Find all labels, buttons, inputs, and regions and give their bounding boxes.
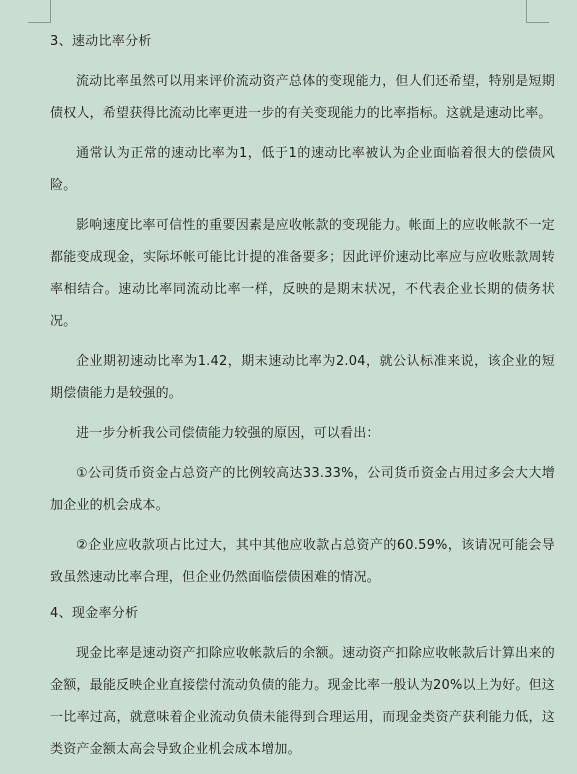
paragraph: 现金比率是速动资产扣除应收帐款后的余额。速动资产扣除应收帐款后计算出来的金额，最能反映企业直接偿付流动负债的能力。现金比率一般认为20%以上为好。但这一比率过高，就意味着企业流动负债未能得到合理运用，而现金类资产获利能力低，这类资产金额太高会导致企业机会成本增加。 xyxy=(50,646,555,757)
margin-corner-mark xyxy=(28,0,51,23)
paragraph: 通常认为正常的速动比率为1，低于1的速动比率被认为企业面临着很大的偿债风险。 xyxy=(50,146,555,193)
paragraph: ①公司货币资金占总资产的比例较高达33.33%，公司货币资金占用过多会大大增加企业的机会成本。 xyxy=(50,466,555,513)
document-body xyxy=(50,32,555,774)
paragraph: 影响速度比率可信性的重要因素是应收帐款的变现能力。帐面上的应收帐款不一定都能变成现金，实际坏帐可能比计提的准备要多；因此评价速动比率应与应收账款周转率相结合。速动比率同流动比率一样，反映的是期末状况，不代表企业长期的债务状况。 xyxy=(50,218,555,329)
margin-corner-mark xyxy=(526,0,549,23)
paragraph: 进一步分析我公司偿债能力较强的原因，可以看出： xyxy=(76,426,380,441)
section-heading: 3、速动比率分析 xyxy=(50,34,152,49)
paragraph: ②企业应收款项占比过大，其中其他应收款占总资产的60.59%，该请况可能会导致虽然速动比率合理，但企业仍然面临偿债困难的情况。 xyxy=(50,538,555,585)
section-heading: 4、现金率分析 xyxy=(50,606,139,621)
paragraph: 流动比率虽然可以用来评价流动资产总体的变现能力，但人们还希望，特别是短期债权人，希望获得比流动比率更进一步的有关变现能力的比率指标。这就是速动比率。 xyxy=(50,74,555,121)
paragraph: 企业期初速动比率为1.42，期末速动比率为2.04，就公认标准来说，该企业的短期偿债能力是较强的。 xyxy=(50,354,555,401)
